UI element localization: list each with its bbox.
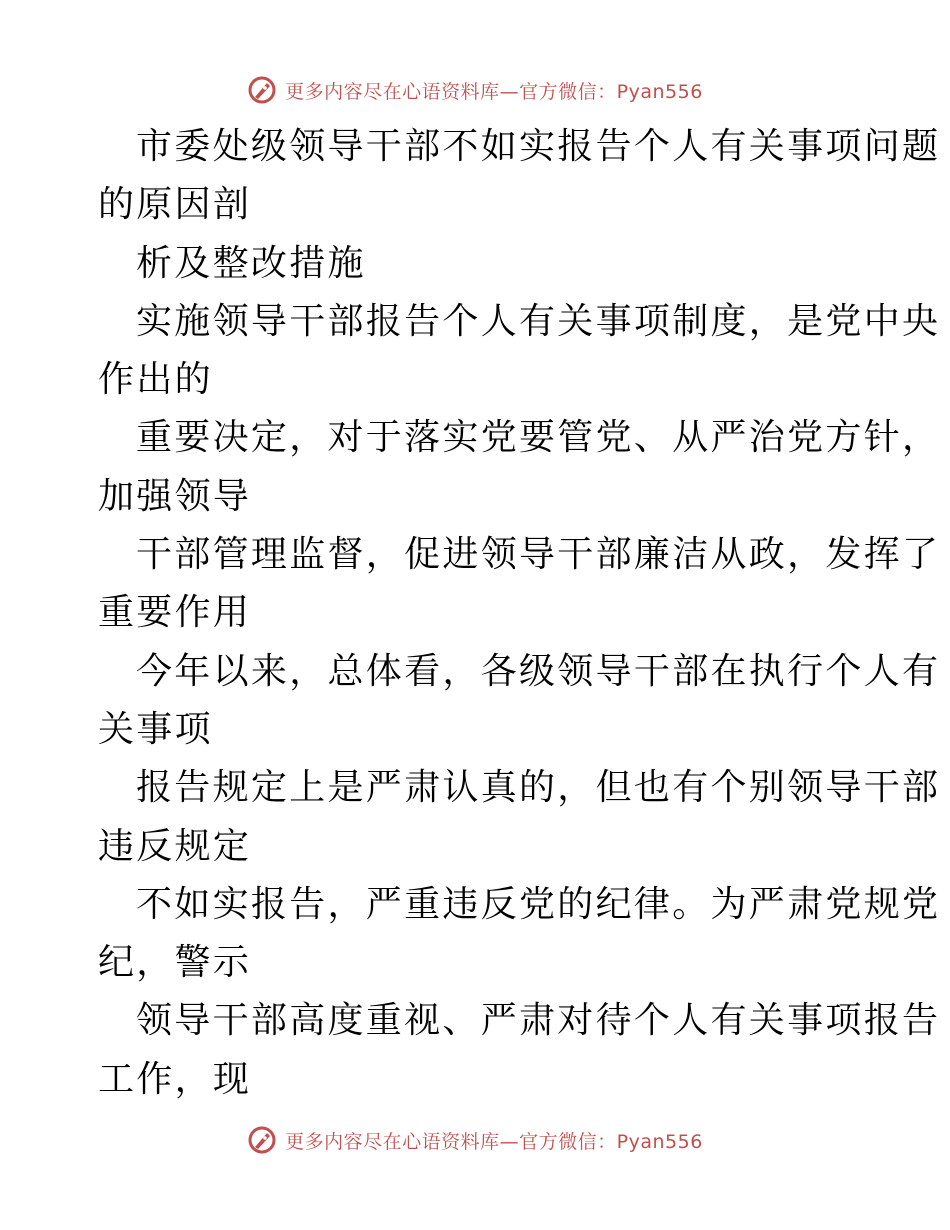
text-line: 关事项: [98, 708, 213, 750]
text-line: 纪，警示: [98, 942, 252, 984]
pen-nib-circle-icon: [247, 1125, 277, 1155]
text-line: 不如实报告，严重违反党的纪律。为严肃党规党: [136, 883, 941, 925]
footer-watermark: [0, 1120, 950, 1160]
text-line: 实施领导干部报告个人有关事项制度，是党中央: [136, 300, 941, 342]
text-line: 领导干部高度重视、严肃对待个人有关事项报告: [136, 1000, 941, 1042]
watermark-text: 更多内容尽在心语资料库—官方微信：Pyan556: [285, 80, 703, 103]
text-line: 报告规定上是严肃认真的，但也有个别领导干部: [136, 767, 941, 809]
text-line: 重要作用: [98, 592, 252, 634]
text-line: 工作，现: [98, 1058, 252, 1100]
watermark-text: 更多内容尽在心语资料库—官方微信：Pyan556: [285, 1130, 703, 1153]
text-line: 析及整改措施: [136, 242, 366, 284]
text-line: 作出的: [98, 359, 213, 401]
pen-nib-circle-icon: [247, 75, 277, 105]
text-line: 重要决定，对于落实党要管党、从严治党方针，: [136, 417, 941, 459]
text-line: 的原因剖: [98, 184, 252, 226]
document-body: [98, 118, 941, 1109]
text-line: 干部管理监督，促进领导干部廉洁从政，发挥了: [136, 534, 941, 576]
text-line: 今年以来，总体看，各级领导干部在执行个人有: [136, 650, 941, 692]
text-line: 违反规定: [98, 825, 252, 867]
text-line: 加强领导: [98, 475, 252, 517]
text-line: 市委处级领导干部不如实报告个人有关事项问题: [136, 126, 941, 167]
header-watermark: [0, 70, 950, 110]
